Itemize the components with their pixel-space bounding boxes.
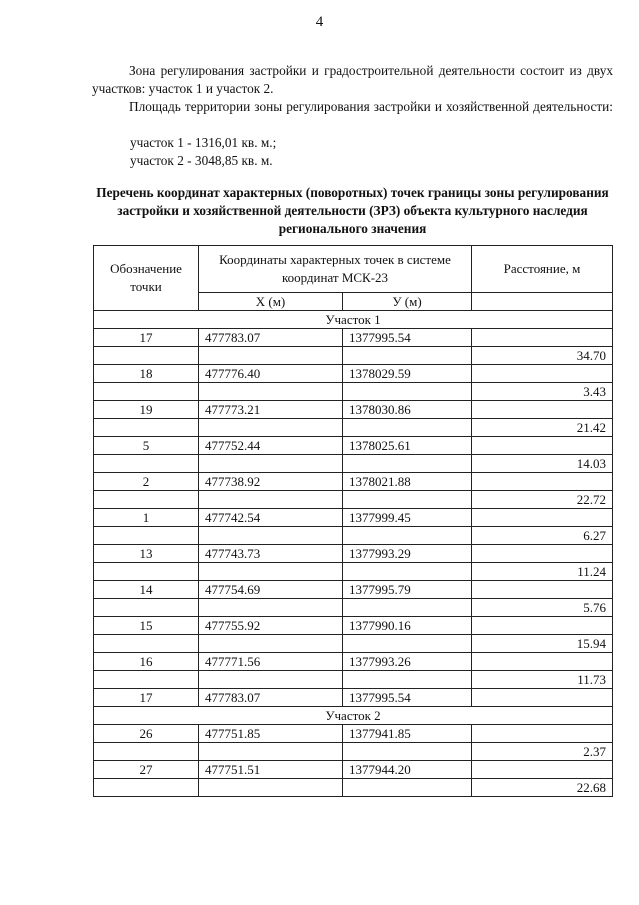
point-id-empty	[94, 527, 199, 545]
coordinates-table	[93, 245, 613, 797]
point-x: 477743.73	[199, 545, 343, 563]
point-y-empty	[343, 779, 472, 797]
table-row	[94, 545, 613, 563]
point-id-empty	[94, 599, 199, 617]
distance-value: 11.24	[472, 563, 613, 581]
point-x: 477773.21	[199, 401, 343, 419]
table-row	[94, 761, 613, 779]
point-id: 19	[94, 401, 199, 419]
point-y-empty	[343, 419, 472, 437]
point-x-empty	[199, 599, 343, 617]
distance-value: 6.27	[472, 527, 613, 545]
distance-value: 2.37	[472, 743, 613, 761]
distance-empty	[472, 545, 613, 563]
table-row	[94, 725, 613, 743]
point-y-empty	[343, 491, 472, 509]
table-row	[94, 689, 613, 707]
distance-empty	[472, 473, 613, 491]
point-x: 477783.07	[199, 329, 343, 347]
table-row	[94, 365, 613, 383]
point-x: 477771.56	[199, 653, 343, 671]
section-title: Участок 2	[94, 707, 613, 725]
point-y-empty	[343, 743, 472, 761]
point-y: 1378025.61	[343, 437, 472, 455]
point-id-empty	[94, 563, 199, 581]
point-y: 1377995.79	[343, 581, 472, 599]
distance-empty	[472, 761, 613, 779]
point-y-empty	[343, 383, 472, 401]
area-item-1: участок 1 - 1316,01 кв. м.;	[130, 135, 277, 150]
distance-value: 22.68	[472, 779, 613, 797]
distance-row	[94, 743, 613, 761]
distance-empty	[472, 401, 613, 419]
distance-row	[94, 635, 613, 653]
area-item-2: участок 2 - 3048,85 кв. м.	[130, 153, 273, 168]
distance-empty	[472, 725, 613, 743]
point-y-empty	[343, 563, 472, 581]
point-id-empty	[94, 383, 199, 401]
point-id-empty	[94, 491, 199, 509]
point-id: 17	[94, 689, 199, 707]
point-id: 16	[94, 653, 199, 671]
table-row	[94, 617, 613, 635]
point-x: 477752.44	[199, 437, 343, 455]
distance-empty	[472, 437, 613, 455]
section-row	[94, 707, 613, 725]
point-y: 1377993.29	[343, 545, 472, 563]
point-id: 14	[94, 581, 199, 599]
point-id: 15	[94, 617, 199, 635]
point-x: 477776.40	[199, 365, 343, 383]
distance-row	[94, 671, 613, 689]
point-x-empty	[199, 635, 343, 653]
point-x-empty	[199, 419, 343, 437]
distance-empty	[472, 581, 613, 599]
distance-row	[94, 419, 613, 437]
header-x: Х (м)	[199, 293, 343, 311]
table-title: Перечень координат характерных (поворотных) точек границы зоны регулирования застройки и хозяйственной деятельности (ЗРЗ) объекта культурного наследия регионального значения	[96, 185, 609, 236]
distance-empty	[472, 365, 613, 383]
point-y-empty	[343, 527, 472, 545]
distance-empty	[472, 653, 613, 671]
point-id: 17	[94, 329, 199, 347]
point-y-empty	[343, 635, 472, 653]
distance-empty	[472, 689, 613, 707]
table-row	[94, 581, 613, 599]
point-x-empty	[199, 779, 343, 797]
table-row	[94, 329, 613, 347]
section-row	[94, 311, 613, 329]
distance-empty	[472, 509, 613, 527]
distance-row	[94, 779, 613, 797]
distance-row	[94, 491, 613, 509]
point-x: 477754.69	[199, 581, 343, 599]
point-y: 1377993.26	[343, 653, 472, 671]
table-row	[94, 509, 613, 527]
distance-value: 11.73	[472, 671, 613, 689]
header-point: Обозначение точки	[94, 246, 199, 311]
distance-value: 21.42	[472, 419, 613, 437]
distance-value: 3.43	[472, 383, 613, 401]
point-y: 1377999.45	[343, 509, 472, 527]
table-row	[94, 437, 613, 455]
point-id-empty	[94, 455, 199, 473]
point-x-empty	[199, 347, 343, 365]
point-x-empty	[199, 527, 343, 545]
point-y: 1377995.54	[343, 689, 472, 707]
distance-row	[94, 347, 613, 365]
distance-value: 34.70	[472, 347, 613, 365]
distance-value: 5.76	[472, 599, 613, 617]
point-y: 1377944.20	[343, 761, 472, 779]
distance-row	[94, 527, 613, 545]
point-y-empty	[343, 599, 472, 617]
section-title: Участок 1	[94, 311, 613, 329]
distance-empty	[472, 617, 613, 635]
point-id: 2	[94, 473, 199, 491]
point-x: 477751.85	[199, 725, 343, 743]
point-id: 18	[94, 365, 199, 383]
point-x-empty	[199, 455, 343, 473]
paragraph-area-intro: Площадь территории зоны регулирования застройки и хозяйственной деятельности:	[129, 99, 613, 114]
point-id: 13	[94, 545, 199, 563]
point-y-empty	[343, 455, 472, 473]
point-x-empty	[199, 563, 343, 581]
point-y-empty	[343, 671, 472, 689]
point-id-empty	[94, 743, 199, 761]
point-x: 477755.92	[199, 617, 343, 635]
table-row	[94, 473, 613, 491]
header-y: У (м)	[343, 293, 472, 311]
point-id: 1	[94, 509, 199, 527]
point-id-empty	[94, 419, 199, 437]
point-x-empty	[199, 491, 343, 509]
header-distance-empty	[472, 293, 613, 311]
point-y: 1378021.88	[343, 473, 472, 491]
point-y: 1377995.54	[343, 329, 472, 347]
point-y-empty	[343, 347, 472, 365]
point-y: 1377990.16	[343, 617, 472, 635]
point-x: 477783.07	[199, 689, 343, 707]
header-distance: Расстояние, м	[472, 246, 613, 293]
point-x: 477751.51	[199, 761, 343, 779]
table-row	[94, 653, 613, 671]
distance-value: 15.94	[472, 635, 613, 653]
distance-row	[94, 383, 613, 401]
header-coordinates: Координаты характерных точек в системе координат МСК-23	[199, 246, 472, 293]
page-number: 4	[315, 14, 324, 30]
distance-row	[94, 455, 613, 473]
point-id-empty	[94, 347, 199, 365]
point-id: 26	[94, 725, 199, 743]
point-id: 27	[94, 761, 199, 779]
point-y: 1377941.85	[343, 725, 472, 743]
point-x-empty	[199, 671, 343, 689]
point-x-empty	[199, 383, 343, 401]
point-y: 1378029.59	[343, 365, 472, 383]
table-row	[94, 401, 613, 419]
distance-empty	[472, 329, 613, 347]
point-y: 1378030.86	[343, 401, 472, 419]
distance-value: 22.72	[472, 491, 613, 509]
point-id-empty	[94, 671, 199, 689]
point-x: 477738.92	[199, 473, 343, 491]
distance-row	[94, 563, 613, 581]
distance-value: 14.03	[472, 455, 613, 473]
point-id-empty	[94, 779, 199, 797]
paragraph-zone-composition: Зона регулирования застройки и градостроительной деятельности состоит из двух участков: участок 1 и участок 2.	[92, 63, 613, 96]
distance-row	[94, 599, 613, 617]
point-x: 477742.54	[199, 509, 343, 527]
point-id: 5	[94, 437, 199, 455]
point-x-empty	[199, 743, 343, 761]
point-id-empty	[94, 635, 199, 653]
